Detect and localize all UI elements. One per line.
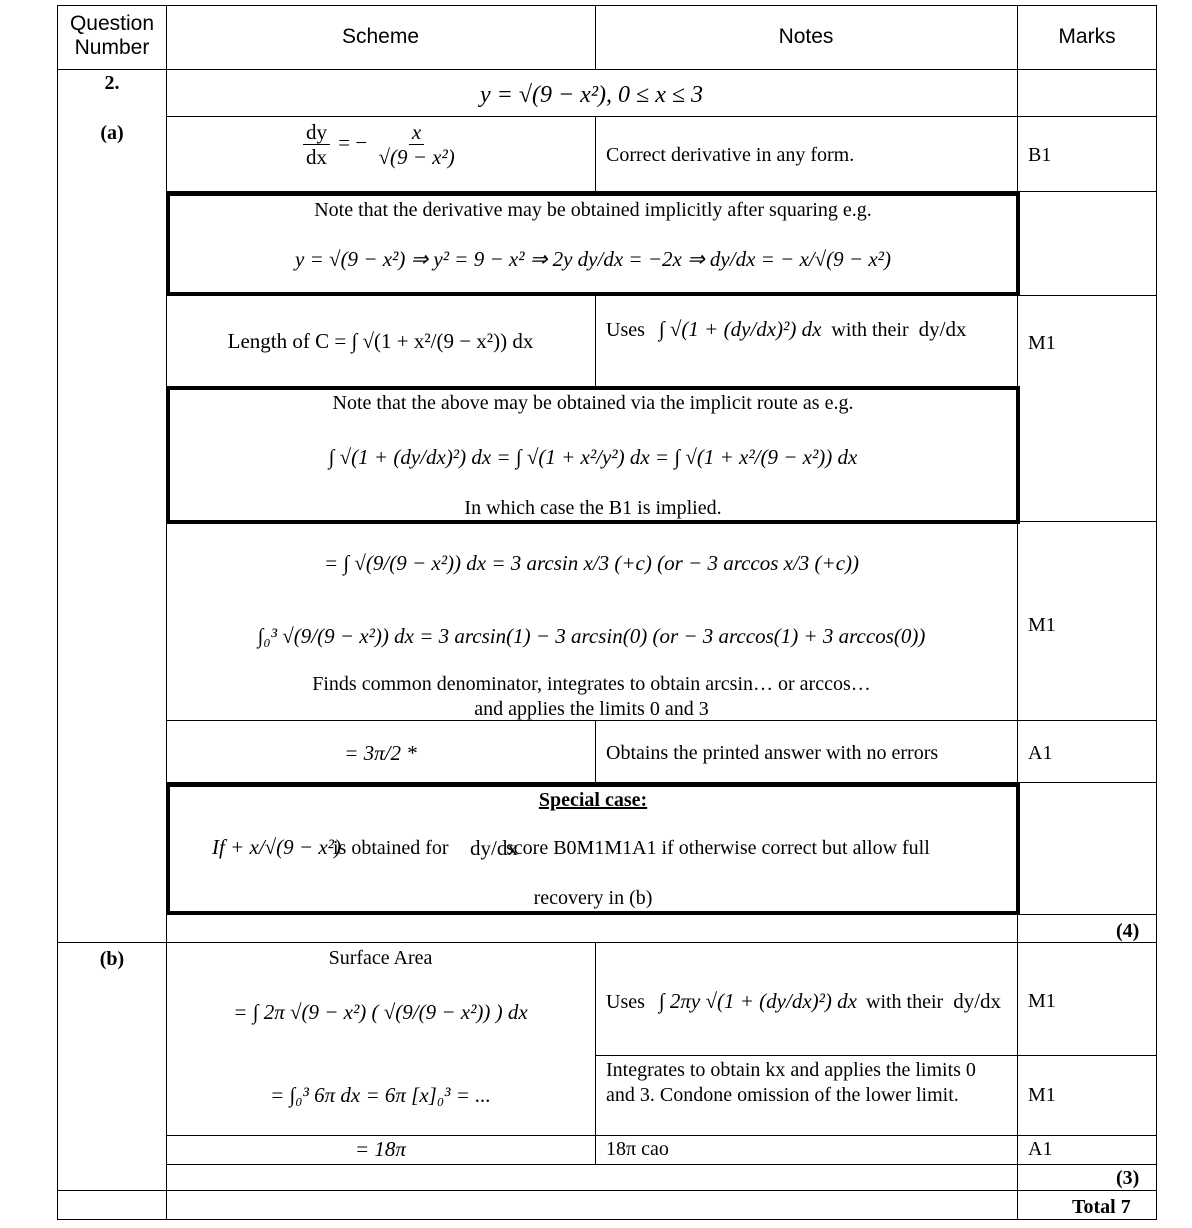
special-case-recovery: recovery in (b)	[533, 887, 653, 909]
answer-mark: A1	[1028, 742, 1053, 764]
length-scheme: Length of C = ∫ √(1 + x²/(9 − x²)) dx	[227, 329, 534, 353]
header-question-number: Question Number	[69, 12, 155, 59]
evaluation-mark: M1	[1028, 1084, 1056, 1106]
implicit-route-line2: ∫ √(1 + (dy/dx)²) dx = ∫ √(1 + x²/y²) dx = ∫ √(1 + x²/(9 − x²)) dx	[328, 445, 858, 469]
surface-area-mark: M1	[1028, 990, 1056, 1012]
evaluation-scheme: = ∫₀³ 6π dx = 6π [x]₀³ = ...	[270, 1083, 491, 1107]
answer-scheme: = 3π/2 *	[344, 741, 417, 765]
implicit-derivative-note-line1: Note that the derivative may be obtained implicitly after squaring e.g.	[314, 199, 872, 221]
derivative-scheme: $\frac{dy}{dx}$ = − $\frac{x}{\text{√(9 − x²)}}$	[300, 120, 461, 169]
grand-total: Total 7	[1072, 1196, 1131, 1218]
special-case-obtained: is obtained for	[333, 837, 449, 859]
part-b-total: (3)	[1116, 1167, 1140, 1189]
implicit-derivative-note-line2: y = √(9 − x²) ⇒ y² = 9 − x² ⇒ 2y dy/dx = −2x ⇒ dy/dx = − x/√(9 − x²)	[295, 247, 891, 271]
part-b-label: (b)	[99, 948, 125, 970]
answer-note: Obtains the printed answer with no errors	[606, 742, 939, 764]
header-notes: Notes	[778, 25, 834, 48]
evaluation-note: Integrates to obtain kx and applies the limits 0 and 3. Condone omission of the lower limit.	[606, 1059, 976, 1106]
part-a-total: (4)	[1116, 920, 1140, 942]
special-case-score: score B0M1M1A1 if otherwise correct but allow full	[506, 837, 930, 859]
final-answer-mark: A1	[1028, 1138, 1053, 1160]
surface-area-title: Surface Area	[328, 947, 433, 969]
derivative-mark: B1	[1028, 144, 1052, 166]
implicit-route-line1: Note that the above may be obtained via the implicit route as e.g.	[332, 392, 854, 414]
special-case-dydx: dy/dx	[470, 836, 518, 860]
surface-area-note: Uses ∫ 2πy √(1 + (dy/dx)²) dx	[606, 989, 857, 1013]
surface-area-scheme: = ∫ 2π √(9 − x²) ( √(9/(9 − x²)) ) dx	[233, 1000, 528, 1024]
integration-line2: ∫₀³ √(9/(9 − x²)) dx = 3 arcsin(1) − 3 arcsin(0) (or − 3 arccos(1) + 3 arccos(0))	[257, 624, 926, 648]
header-marks: Marks	[1058, 25, 1116, 48]
length-note: Uses ∫ √(1 + (dy/dx)²) dx with their dy/dx	[606, 317, 967, 341]
special-case-title: Special case:	[538, 789, 648, 811]
header-scheme: Scheme	[341, 25, 420, 48]
part-a-label: (a)	[100, 122, 124, 144]
final-answer-scheme: = 18π	[355, 1137, 406, 1161]
length-mark: M1	[1028, 332, 1056, 354]
surface-area-note-tail: with their dy/dx	[866, 989, 1002, 1013]
special-case-expression: If + x/√(9 − x²)	[212, 835, 341, 859]
derivative-note: Correct derivative in any form.	[606, 144, 855, 166]
final-answer-note: 18π cao	[606, 1138, 669, 1160]
integration-mark: M1	[1028, 614, 1056, 636]
integration-line1: = ∫ √(9/(9 − x²)) dx = 3 arcsin x/3 (+c) (or − 3 arccos x/3 (+c))	[323, 551, 860, 575]
integration-line3: Finds common denominator, integrates to obtain arcsin… or arccos…	[312, 673, 871, 695]
question-statement: y = √(9 − x²), 0 ≤ x ≤ 3	[479, 82, 704, 108]
integration-line4: and applies the limits 0 and 3	[474, 698, 709, 720]
question-number: 2.	[104, 72, 120, 94]
implicit-route-line3: In which case the B1 is implied.	[464, 497, 722, 519]
